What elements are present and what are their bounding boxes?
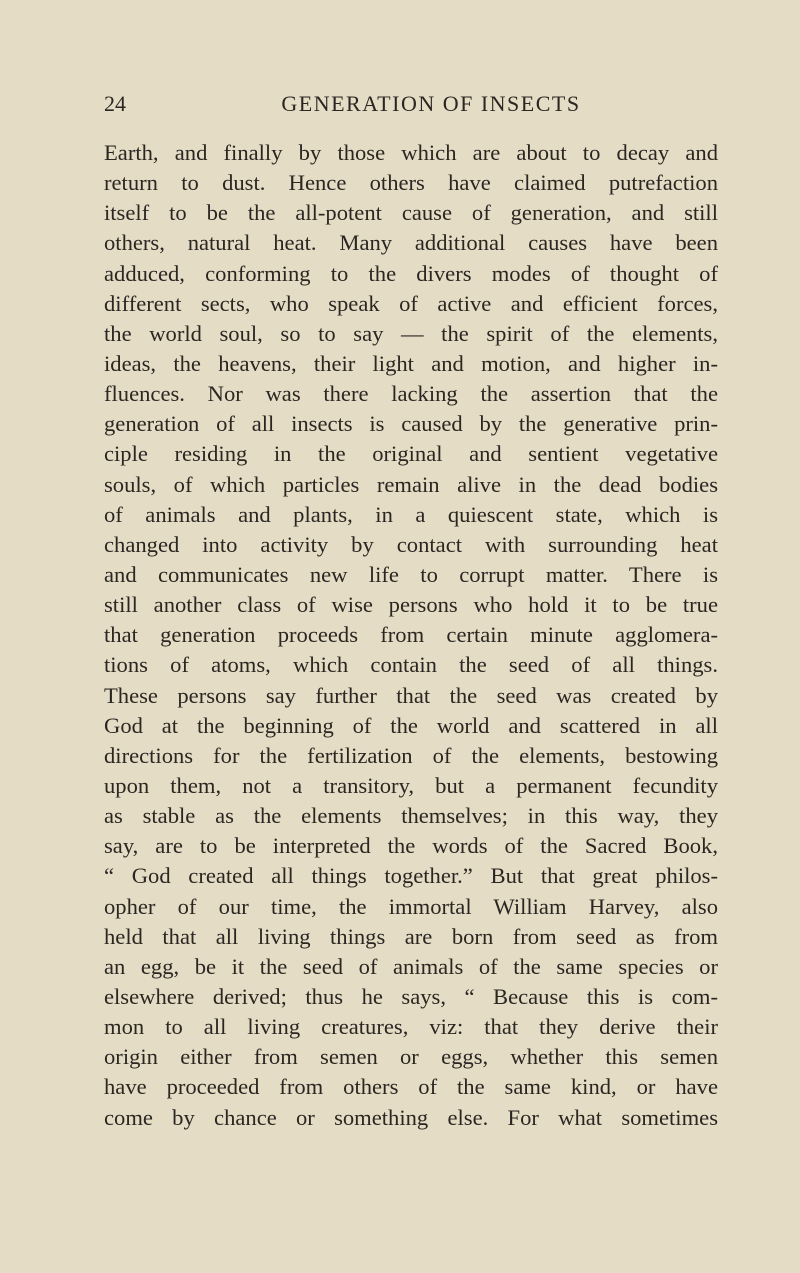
text-line: “ God created all things together.” But that great philos-: [104, 863, 718, 889]
text-line: and communicates new life to corrupt matter. There is: [104, 561, 718, 587]
text-line: elsewhere derived; thus he says, “ Because this is com-: [104, 983, 718, 1009]
text-line: opher of our time, the immortal William Harvey, also: [104, 893, 718, 919]
text-line: an egg, be it the seed of animals of the same species or: [104, 953, 718, 979]
text-line: itself to be the all-potent cause of generation, and still: [104, 200, 718, 226]
text-line: origin either from semen or eggs, whether this semen: [104, 1044, 718, 1070]
text-line: return to dust. Hence others have claimed putrefaction: [104, 170, 718, 196]
body-text: [104, 138, 718, 1133]
text-line: adduced, conforming to the divers modes of thought of: [104, 260, 718, 286]
text-line: Earth, and finally by those which are about to decay and: [104, 140, 718, 165]
text-line: say, are to be interpreted the words of the Sacred Book,: [104, 833, 718, 859]
text-line: changed into activity by contact with surrounding heat: [104, 531, 718, 557]
text-line: have proceeded from others of the same kind, or have: [104, 1074, 718, 1100]
text-line: ciple residing in the original and sentient vegetative: [104, 441, 718, 467]
text-line: as stable as the elements themselves; in this way, they: [104, 803, 718, 829]
text-line: upon them, not a transitory, but a permanent fecundity: [104, 772, 718, 798]
page-header: [104, 88, 720, 120]
text-line: souls, of which particles remain alive in the dead bodies: [104, 471, 718, 497]
text-line: still another class of wise persons who hold it to be true: [104, 592, 718, 618]
text-line: generation of all insects is caused by the generative prin-: [104, 411, 718, 437]
text-line: mon to all living creatures, viz: that they derive their: [104, 1014, 718, 1040]
text-line: the world soul, so to say — the spirit of the elements,: [104, 320, 718, 346]
text-line: different sects, who speak of active and efficient forces,: [104, 290, 718, 316]
text-line: directions for the fertilization of the elements, bestowing: [104, 742, 718, 768]
text-line: ideas, the heavens, their light and motion, and higher in-: [104, 350, 718, 376]
text-line: held that all living things are born from seed as from: [104, 923, 718, 949]
text-line: others, natural heat. Many additional causes have been: [104, 230, 718, 256]
text-line: fluences. Nor was there lacking the assertion that the: [104, 381, 718, 407]
text-line: of animals and plants, in a quiescent state, which is: [104, 501, 718, 527]
page-number: 24: [104, 91, 126, 116]
text-line: God at the beginning of the world and scattered in all: [104, 712, 718, 738]
text-line: These persons say further that the seed was created by: [104, 682, 718, 708]
text-line: tions of atoms, which contain the seed of all things.: [104, 652, 718, 678]
running-title: GENERATION OF INSECTS: [281, 91, 581, 116]
text-line: come by chance or something else. For what sometimes: [104, 1104, 718, 1130]
text-line: that generation proceeds from certain minute agglomera-: [104, 622, 718, 648]
